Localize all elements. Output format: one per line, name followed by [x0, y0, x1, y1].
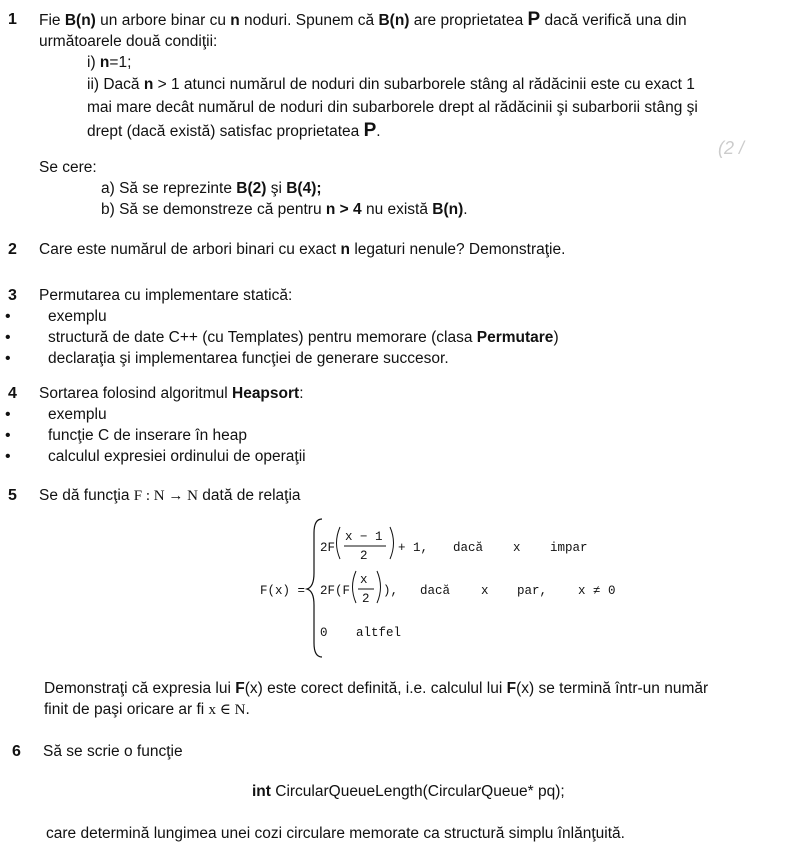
case2-prefix: 2F(F [320, 584, 351, 598]
case1-suffix: + 1, [398, 541, 429, 555]
formula-lhs: F(x) = [260, 584, 306, 598]
list-item: • structură de date C++ (cu Templates) pentru memorare (clasa Permutare) [5, 327, 789, 348]
case2-denominator: 2 [362, 592, 370, 606]
case3-value: 0 [320, 626, 328, 640]
line: Fie B(n) un arbore binar cu n noduri. Spunem că B(n) are proprietatea P dacă verifică una din [39, 9, 687, 30]
condition-1: i) n=1; [87, 54, 132, 71]
paren-right [390, 527, 394, 559]
paren-left [337, 527, 341, 559]
problem-text: Care este numărul de arbori binari cu exact n legaturi nenule? Demonstraţie. [39, 241, 566, 258]
list-item: • funcţie C de inserare în heap [5, 425, 789, 446]
list-item: • exemplu [5, 306, 789, 327]
case1-denominator: 2 [360, 549, 368, 563]
case3-word: altfel [356, 626, 402, 640]
requirements-label: Se cere: [39, 159, 97, 176]
case1-prefix: 2F [320, 541, 336, 555]
problem-number: 6 [12, 743, 21, 760]
problem-text [39, 285, 789, 369]
line: următoarele două condiţii: [39, 33, 218, 50]
requirement-b: b) Să se demonstreze că pentru n > 4 nu există B(n). [101, 201, 468, 218]
problem-text: Să se scrie o funcţie [43, 743, 183, 760]
return-type: int [252, 783, 271, 800]
case2-word: dacă [420, 584, 451, 598]
case1-numerator: x − 1 [345, 530, 383, 544]
problem-text [39, 383, 789, 467]
case2-numerator: x [360, 573, 368, 587]
requirement-a: a) Să se reprezinte B(2) şi B(4); [101, 180, 322, 197]
problem-number: 3 [8, 287, 17, 304]
problem-title: Permutarea cu implementare statică: [39, 287, 293, 304]
prototype-text: CircularQueueLength(CircularQueue* pq); [270, 783, 565, 800]
paren-left [353, 571, 357, 603]
margin-note: (2 / [718, 138, 745, 158]
case2-suffix: ), [383, 584, 399, 598]
problem-number: 2 [8, 241, 17, 258]
case1-word: dacă [453, 541, 484, 555]
case2-var: x [481, 584, 489, 598]
list-item: • declaraţia şi implementarea funcţiei de generare succesor. [5, 348, 789, 369]
problem-number: 1 [8, 11, 17, 28]
list-item: • exemplu [5, 404, 789, 425]
case2-condition: par, [517, 584, 548, 598]
problem-number: 5 [8, 487, 17, 504]
case1-var: x [513, 541, 521, 555]
list-item: • calculul expresiei ordinului de operaţii [5, 446, 789, 467]
problem-text: Se dă funcţia F : N → N dată de relaţia [39, 487, 301, 504]
condition-2: ii) Dacă n > 1 atunci numărul de noduri din subarborele stâng al rădăcinii este cu exact 1 mai mare decât numărul de noduri din subarborele drept al rădăcinii şi subarborii stâng şi drept (dacă există) satisfac proprietatea P. [87, 76, 698, 141]
problem-text [39, 9, 789, 220]
piecewise-formula [0, 513, 795, 663]
paren-right [377, 571, 381, 603]
case2-extra: x ≠ 0 [578, 584, 616, 598]
function-signature: F : N → N [133, 488, 198, 504]
problem-title: Sortarea folosind algoritmul Heapsort: [39, 385, 304, 402]
case1-condition: impar [550, 541, 588, 555]
problem-number: 4 [8, 385, 17, 402]
problem-text: Demonstraţi că expresia lui F(x) este corect definită, i.e. calculul lui F(x) se termină într-un număr finit de paşi oricare ar fi x ∈ N. [44, 680, 709, 718]
